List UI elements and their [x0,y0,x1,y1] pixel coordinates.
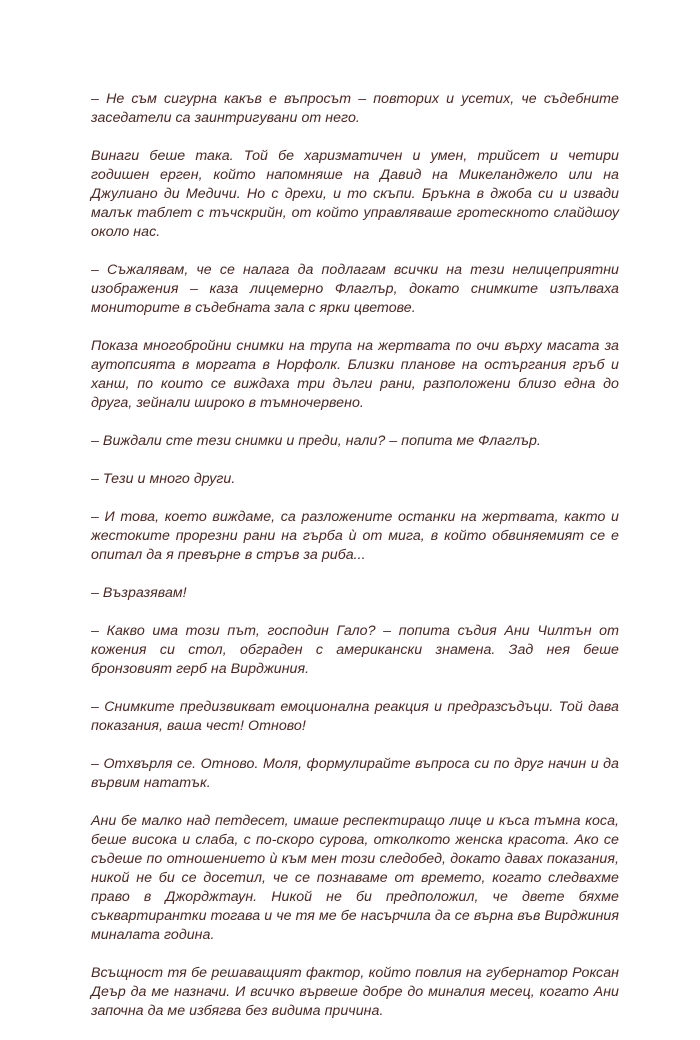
body-text [91,90,619,1040]
paragraph: – Какво има този път, господин Гало? – попита съдия Ани Чилтън от кожения си стол, обграден с американски знамена. Зад нея беше бронзовият герб на Вирджиния. [91,623,619,677]
paragraph: – И това, което виждаме, са разложените останки на жертвата, както и жестоките прорезни рани на гърба ѝ от мига, в който обвиняемият се е опитал да я превърне в стръв за риба... [91,509,619,563]
paragraph: – Съжалявам, че се налага да подлагам всички на тези нелицеприятни изображения – каза лицемерно Флаглър, докато снимките изпълваха мониторите в съдебната зала с ярки цветове. [91,262,619,316]
paragraph: – Не съм сигурна какъв е въпросът – повторих и усетих, че съдебните заседатели са заинтригувани от него. [91,91,619,126]
paragraph: – Снимките предизвикват емоционална реакция и предразсъдъци. Той дава показания, ваша чест! Отново! [91,699,619,734]
paragraph: Винаги беше така. Той бе харизматичен и умен, трийсет и четири годишен ерген, който напомняше на Давид на Микеланджело или на Джулиано ди Медичи. Но с дрехи, и то скъпи. Бръкна в джоба си и извади малък таблет с тъчскрийн, от който управляваше гротескното слайдшоу около нас. [91,148,619,240]
paragraph: – Възразявам! [91,585,187,601]
paragraph: – Виждали сте тези снимки и преди, нали? – попита ме Флаглър. [91,433,541,449]
paragraph: Показа многобройни снимки на трупа на жертвата по очи върху масата за аутопсията в моргата в Норфолк. Близки планове на остъргания гръб и ханш, по които се виждаха три дълги рани, разположени близо една до друга, зейнали широко в тъмночервено. [91,338,619,411]
paragraph: Всъщност тя бе решаващият фактор, който повлия на губернатор Роксан Деър да ме назначи. И всичко вървеше добре до миналия месец, когато Ани започна да ме избягва без видима причина. [91,965,619,1019]
paragraph: – Отхвърля се. Отново. Моля, формулирайте въпроса си по друг начин и да вървим нататък. [91,756,619,791]
paragraph: Ани бе малко над петдесет, имаше респектиращо лице и къса тъмна коса, беше висока и слаба, с по-скоро сурова, отколкото женска красота. Ако се съдеше по отношението ѝ към мен този следобед, докато давах показания, никой не би се досетил, че се познаваме от времето, когато следвахме право в Джорджтаун. Никой не би предположил, че двете бяхме съквартирантки тогава и че тя ме бе насърчила да се върна във Вирджиния миналата година. [91,813,619,943]
paragraph: – Тези и много други. [91,471,236,487]
